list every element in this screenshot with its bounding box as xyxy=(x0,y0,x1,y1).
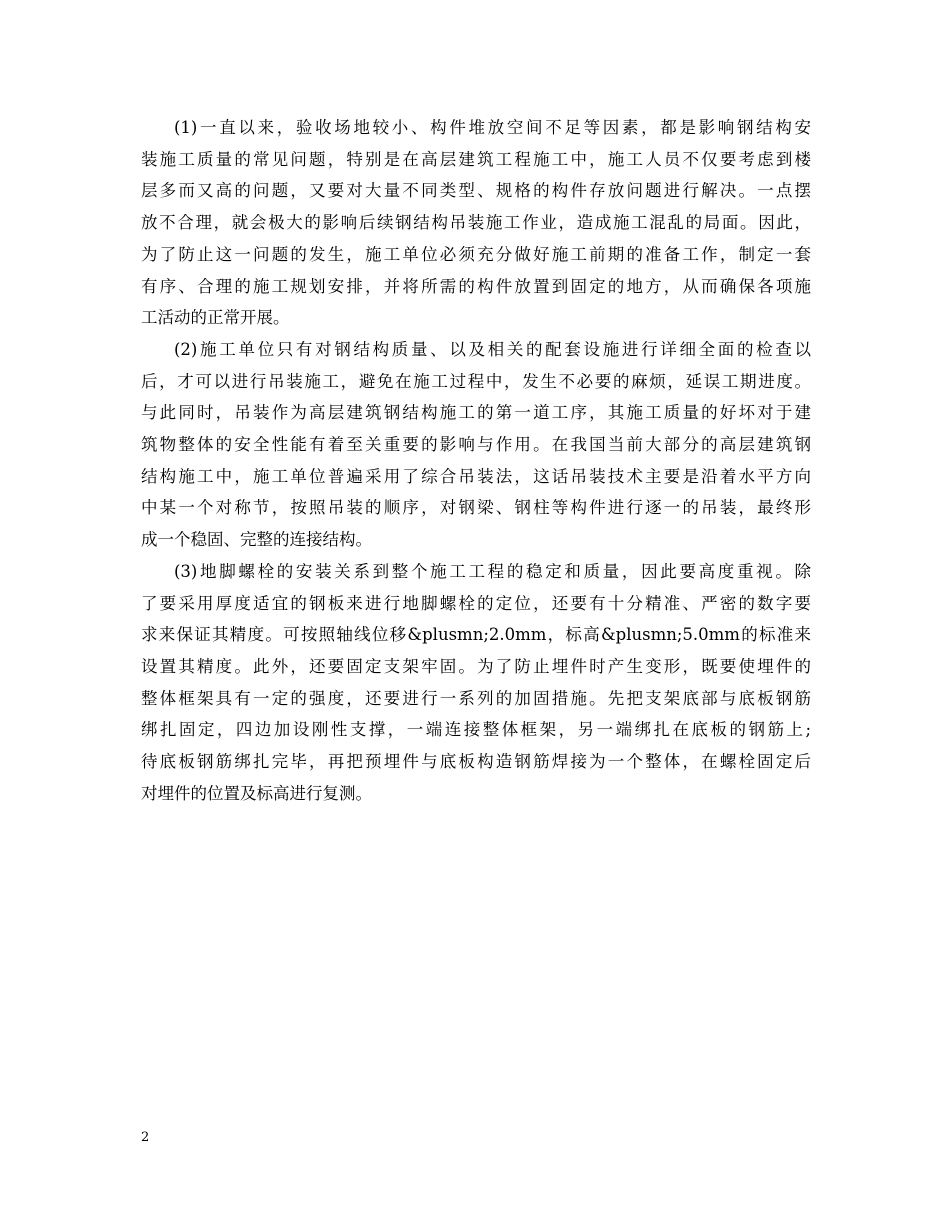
document-body xyxy=(141,112,811,809)
paragraph-1 xyxy=(141,112,811,334)
text-line: 结构施工中，施工单位普遍采用了综合吊装法，这话吊装技术主要是沿着水平方向 xyxy=(141,466,811,486)
text-line: (3)地脚螺栓的安装关系到整个施工工程的稳定和质量，因此要高度重视。除 xyxy=(174,561,811,581)
text-line: 成一个稳固、完整的连接结构。 xyxy=(141,530,372,550)
page-number: 2 xyxy=(141,1130,150,1145)
text-line: 装施工质量的常见问题，特别是在高层建筑工程施工中，施工人员不仅要考虑到楼 xyxy=(141,149,811,169)
paragraph-3 xyxy=(141,556,811,810)
text-line: 整体框架具有一定的强度，还要进行一系列的加固措施。先把支架底部与底板钢筋 xyxy=(141,688,811,708)
text-line: 绑扎固定，四边加设刚性支撑，一端连接整体框架，另一端绑扎在底板的钢筋上; xyxy=(141,720,811,740)
text-line: 中某一个对称节，按照吊装的顺序，对钢梁、钢柱等构件进行逐一的吊装，最终形 xyxy=(141,498,811,518)
text-line: (1)一直以来，验收场地较小、构件堆放空间不足等因素，都是影响钢结构安 xyxy=(174,118,811,137)
text-line: 对埋件的位置及标高进行复测。 xyxy=(141,783,372,803)
text-line: 与此同时，吊装作为高层建筑钢结构施工的第一道工序，其施工质量的好坏对于建 xyxy=(141,403,811,423)
text-line: 工活动的正常开展。 xyxy=(141,308,290,328)
text-line: 后，才可以进行吊装施工，避免在施工过程中，发生不必要的麻烦，延误工期进度。 xyxy=(141,371,811,391)
text-line: 了要采用厚度适宜的钢板来进行地脚螺栓的定位，还要有十分精准、严密的数字要 xyxy=(141,593,811,613)
text-line: 设置其精度。此外，还要固定支架牢固。为了防止埋件时产生变形，既要使埋件的 xyxy=(141,656,811,676)
text-line: (2)施工单位只有对钢结构质量、以及相关的配套设施进行详细全面的检查以 xyxy=(174,339,811,359)
text-line: 层多而又高的问题，又要对大量不同类型、规格的构件存放问题进行解决。一点摆 xyxy=(141,181,811,201)
text-line: 为了防止这一问题的发生，施工单位必须充分做好施工前期的准备工作，制定一套 xyxy=(141,244,811,264)
paragraph-2 xyxy=(141,334,811,556)
text-line: 待底板钢筋绑扎完毕，再把预埋件与底板构造钢筋焊接为一个整体，在螺栓固定后 xyxy=(141,752,811,772)
text-line: 求来保证其精度。可按照轴线位移&plusmn;2.0mm，标高&plusmn;5.0mm的标准来 xyxy=(141,625,811,645)
text-line: 放不合理，就会极大的影响后续钢结构吊装施工作业，造成施工混乱的局面。因此， xyxy=(141,213,811,233)
text-line: 有序、合理的施工规划安排，并将所需的构件放置到固定的地方，从而确保各项施 xyxy=(141,276,811,296)
text-line: 筑物整体的安全性能有着至关重要的影响与作用。在我国当前大部分的高层建筑钢 xyxy=(141,435,811,455)
